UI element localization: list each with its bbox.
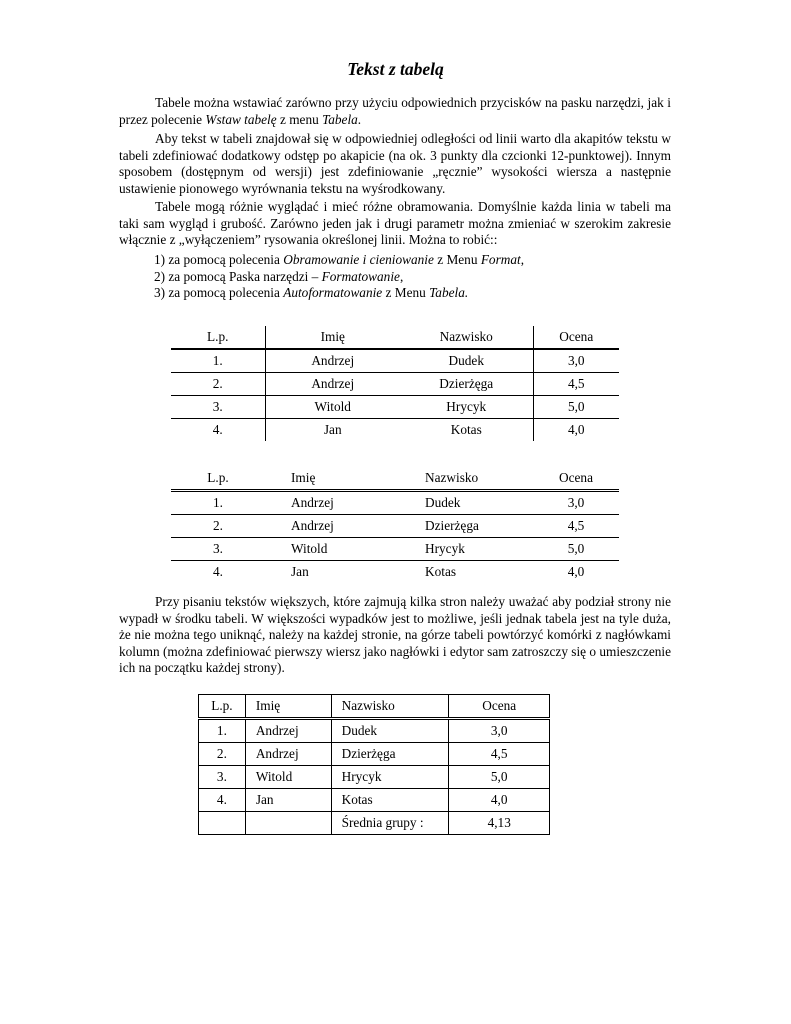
table-cell: Dzierżęga [331,743,449,766]
table-cell: Hrycyk [400,396,533,419]
empty-cell [245,812,331,835]
list-text: , [520,252,525,267]
table-footer-row [199,812,550,835]
table-cell: Hrycyk [400,538,533,561]
table-cell: 4,0 [567,564,585,579]
list-item [154,285,524,302]
table-cell: 2. [199,743,246,766]
table-row [171,515,619,538]
header-cell: Nazwisko [331,695,449,719]
table-cell: Andrzej [265,349,400,373]
average-label: Średnia grupy : [331,812,449,835]
table-row [171,349,619,373]
table-cell: 2. [171,515,265,538]
header-cell: L.p. [199,695,246,719]
table-row [171,396,619,419]
header-cell: Imię [265,467,400,491]
table-cell: 3,0 [449,719,550,743]
table-cell: Witold [245,766,331,789]
list-item [154,269,524,286]
table-cell: Kotas [331,789,449,812]
table-cell: 1. [171,349,265,373]
table-row [199,766,550,789]
average-value: 4,13 [449,812,550,835]
list-text: za pomocą polecenia [168,285,284,301]
list-text: za pomocą polecenia [168,252,284,267]
header-cell: Imię [265,326,400,349]
table-cell: Jan [323,422,342,437]
header-cell: Ocena [533,467,619,491]
table-cell: Dudek [400,491,533,515]
table-cell: Dudek [331,719,449,743]
table-cell: 2. [171,373,265,396]
list-emphasis: Obramowanie i cieniowanie [283,252,434,267]
list-text: z Menu [382,285,430,301]
table-cell: 4,5 [533,373,619,396]
table-cell: Kotas [425,564,457,579]
header-cell: Ocena [449,695,550,719]
table-header-row [199,695,550,719]
table-cell: 4,5 [449,743,550,766]
document-title: Tekst z tabelą [347,59,444,79]
table-cell: 3,0 [533,349,619,373]
list-text: , [399,268,404,284]
paragraph-1-text: . [357,111,362,127]
table-cell: Andrzej [265,491,400,515]
table-row [199,789,550,812]
table-row [171,561,619,584]
table-row [171,373,619,396]
table-row [171,491,619,515]
table-cell: Witold [265,396,400,419]
list-emphasis: Formatowanie [321,268,400,284]
table-row [199,719,550,743]
table-cell: Dzierżęga [400,515,533,538]
list-emphasis: Autoformatowanie [283,285,383,301]
header-cell: L.p. [171,467,265,491]
table-cell: Andrzej [245,743,331,766]
list-emphasis: Tabela. [429,285,469,301]
table-cell: 3. [171,538,265,561]
table-cell: 4. [213,564,223,579]
grades-table-1 [171,326,619,441]
table-cell: 5,0 [449,766,550,789]
list-text: za pomocą Paska narzędzi – [168,268,322,284]
paragraph-1-emphasis: Tabela [322,111,358,127]
paragraph-1-text: Tabele można wstawiać zarówno przy użyciu odpowiednich przycisków na pasku narzędzi, jak i przez polecenie [119,95,671,127]
grades-table-2 [171,467,619,583]
table-cell: 3. [199,766,246,789]
paragraph-2: Aby tekst w tabeli znajdował się w odpowiedniej odległości od linii warto dla akapitów tekstu w tabeli zdefiniować dodatkowy odstęp po akapicie (na ok. 3 punkty dla czcionki 12-punktowej). Innym sposobem (dostępnym od wersji) jest zdefiniowanie „ręcznie” wysokości wiersza a następnie ustawienie pionowego wyrównania tekstu na wyśrodkowany. [119,131,671,196]
table-cell: Witold [265,538,400,561]
header-cell: L.p. [171,326,265,349]
table-cell: Andrzej [245,719,331,743]
paragraph-1 [119,95,671,128]
table-cell: Hrycyk [331,766,449,789]
paragraph-3: Tabele mogą różnie wyglądać i mieć różne obramowania. Domyślnie każda linia w tabeli ma taki sam wygląd i grubość. Zarówno jeden jak i drugi parametr można zmieniać w szerokim zakresie włącznie z „wyłączeniem” rysowania określonej linii. Można to robić:: [119,199,671,248]
list-emphasis: Format [480,252,521,267]
table-cell: Jan [291,564,309,579]
paragraph-1-emphasis: Wstaw tabelę [205,111,277,127]
table-cell: 1. [171,491,265,515]
table-cell: 5,0 [533,538,619,561]
header-cell: Ocena [533,326,619,349]
table-cell: Andrzej [265,373,400,396]
table-row [171,538,619,561]
header-cell: Nazwisko [400,467,533,491]
table-cell: 3. [171,396,265,419]
table-cell: Kotas [400,419,533,442]
table-header-row [171,326,619,349]
paragraph-4: Przy pisaniu tekstów większych, które zajmują kilka stron należy uważać aby podział strony nie wypadł w środku tabeli. W większości wypadków jest to możliwe, jeśli jednak tabela jest na tyle duża, że nie można tego uniknąć, należy na każdej stronie, na górze tabeli powtórzyć komórki z nagłówkami kolumn (można zdefiniować pierwszy wiersz jako nagłówki i edytor sam zatroszczy się o umieszczenie ich na początku każdej strony). [119,594,671,676]
grades-table-3 [198,694,550,835]
table-cell: 4,0 [449,789,550,812]
table-cell: 4. [199,789,246,812]
list-number: 1) [154,252,166,267]
table-cell: 5,0 [533,396,619,419]
table-cell: 1. [199,719,246,743]
table-cell: 3,0 [533,491,619,515]
table-cell: 4,5 [533,515,619,538]
header-cell: Nazwisko [400,326,533,349]
list-number: 3) [154,285,166,301]
paragraph-1-text: z menu [276,111,323,127]
table-cell: 4. [171,419,265,442]
list-text: z Menu [433,252,481,267]
table-cell: Jan [245,789,331,812]
list-item [154,252,524,269]
header-cell: Imię [245,695,331,719]
method-list [154,252,524,302]
table-cell: Dudek [400,349,533,373]
table-cell: 4,0 [567,422,585,437]
empty-cell [199,812,246,835]
table-cell: Dzierżęga [400,373,533,396]
table-header-row [171,467,619,491]
table-row [199,743,550,766]
table-row [171,419,619,442]
list-number: 2) [154,268,166,284]
table-cell: Andrzej [265,515,400,538]
